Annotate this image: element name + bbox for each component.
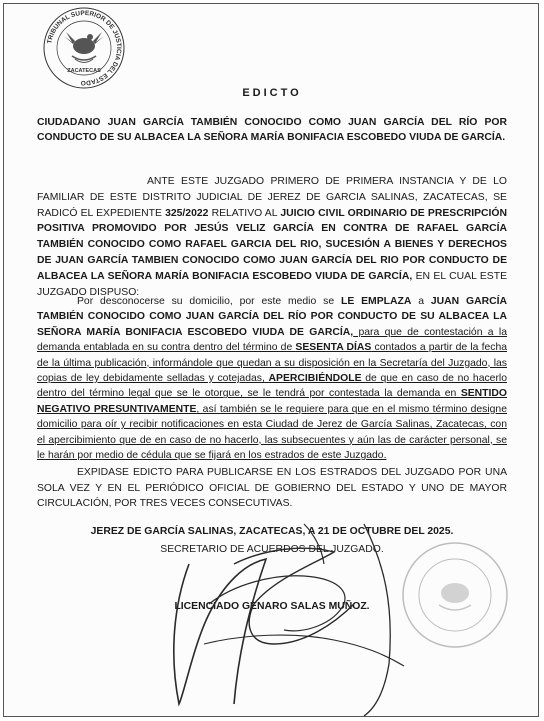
paragraph-case: ANTE ESTE JUZGADO PRIMERO DE PRIMERA INSTANCIA Y DE LO FAMILIAR DE ESTE DISTRITO JUDICIAL DE JEREZ DE GARCIA SALINAS, ZACATECAS, SE RADICÓ EL EXPEDIENTE 325/2022 RELATIVO AL JUICIO CIVIL ORDINARIO DE PRESCRIPCIÓN POSITIVA PROMOVIDO POR JESÚS VELIZ GARCÍA EN CONTRA DE RAFAEL GARCÍA TAMBIÉN CONOCIDO COMO RAFAEL GARCIA DEL RIO, SUCESIÓN A BIENES Y DERECHOS DE JUAN GARCÍA TAMBIEN CONOCIDO COMO JUAN GARCÍA DEL RIO POR CONDUCTO DE ALBACEA LA SEÑORA MARÍA BONIFACIA ESCOBEDO VIUDA DE GARCÍA, EN EL CUAL ESTE JUZGADO DISPUSO: xyxy=(37,176,508,298)
document-page xyxy=(3,3,539,717)
paragraph-publication: EXPIDASE EDICTO PARA PUBLICARSE EN LOS ESTRADOS DEL JUZGADO POR UNA SOLA VEZ Y EN EL PERIÓDICO OFICIAL DE GOBIERNO DEL ESTADO Y UNO DE MAYOR CIRCULACIÓN, POR TRES VECES CONSECUTIVAS. xyxy=(37,467,507,510)
place-date: JEREZ DE GARCÍA SALINAS, ZACATECAS, A 21 DE OCTUBRE DEL 2025. xyxy=(90,526,454,537)
seal-bottom-text: ZACATECAS xyxy=(67,68,101,74)
signer-name: LICENCIADO GENARO SALAS MUÑOZ. xyxy=(174,601,370,612)
secretary-title: SECRETARIO DE ACUERDOS DEL JUZGADO. xyxy=(160,544,384,555)
mexican-eagle-seal-icon xyxy=(42,6,126,90)
court-stamp xyxy=(399,539,511,651)
paragraph-summons: Por desconocerse su domicilio, por este medio se LE EMPLAZA a JUAN GARCÍA TAMBIÉN CONOCIDO COMO JUAN GARCÍA DEL RÍO POR CONDUCTO DE SU ALBACEA LA SEÑORA MARÍA BONIFACIA ESCOBEDO VIUDA DE GARCÍA, para que de contestación a la demanda entablada en su contra dentro del término de SESENTA DÍAS contados a partir de la fecha de la última publicación, informándole que quedan a su disposición en la Secretaría del Juzgado, las copias de ley debidamente selladas y cotejadas, APERCIBIÉNDOLE de que en caso de no hacerlo dentro del término legal que se le otorgue, se le tendrá por contestada la demanda en SENTIDO NEGATIVO PRESUNTIVAMENTE, así también se le requiere para que en el mismo término designe domicilio para oír y recibir notificaciones en esta Ciudad de Jerez de García Salinas, Zacatecas, con el apercibimiento que de en caso de no hacerlo, las subsecuentes y aún las de carácter personal, se le harán por medio de cédula que se fijará en los estrados de este Juzgado. xyxy=(37,296,507,462)
document-title: EDICTO xyxy=(242,87,302,99)
seal-ring-text: TRIBUNAL SUPERIOR DE JUSTICIA DEL ESTADO xyxy=(46,9,123,87)
addressee: CIUDADANO JUAN GARCÍA TAMBIÉN CONOCIDO COMO JUAN GARCÍA DEL RÍO POR CONDUCTO DE SU ALBACEA LA SEÑORA MARÍA BONIFACIA ESCOBEDO VIUDA DE GARCÍA. xyxy=(37,117,507,143)
